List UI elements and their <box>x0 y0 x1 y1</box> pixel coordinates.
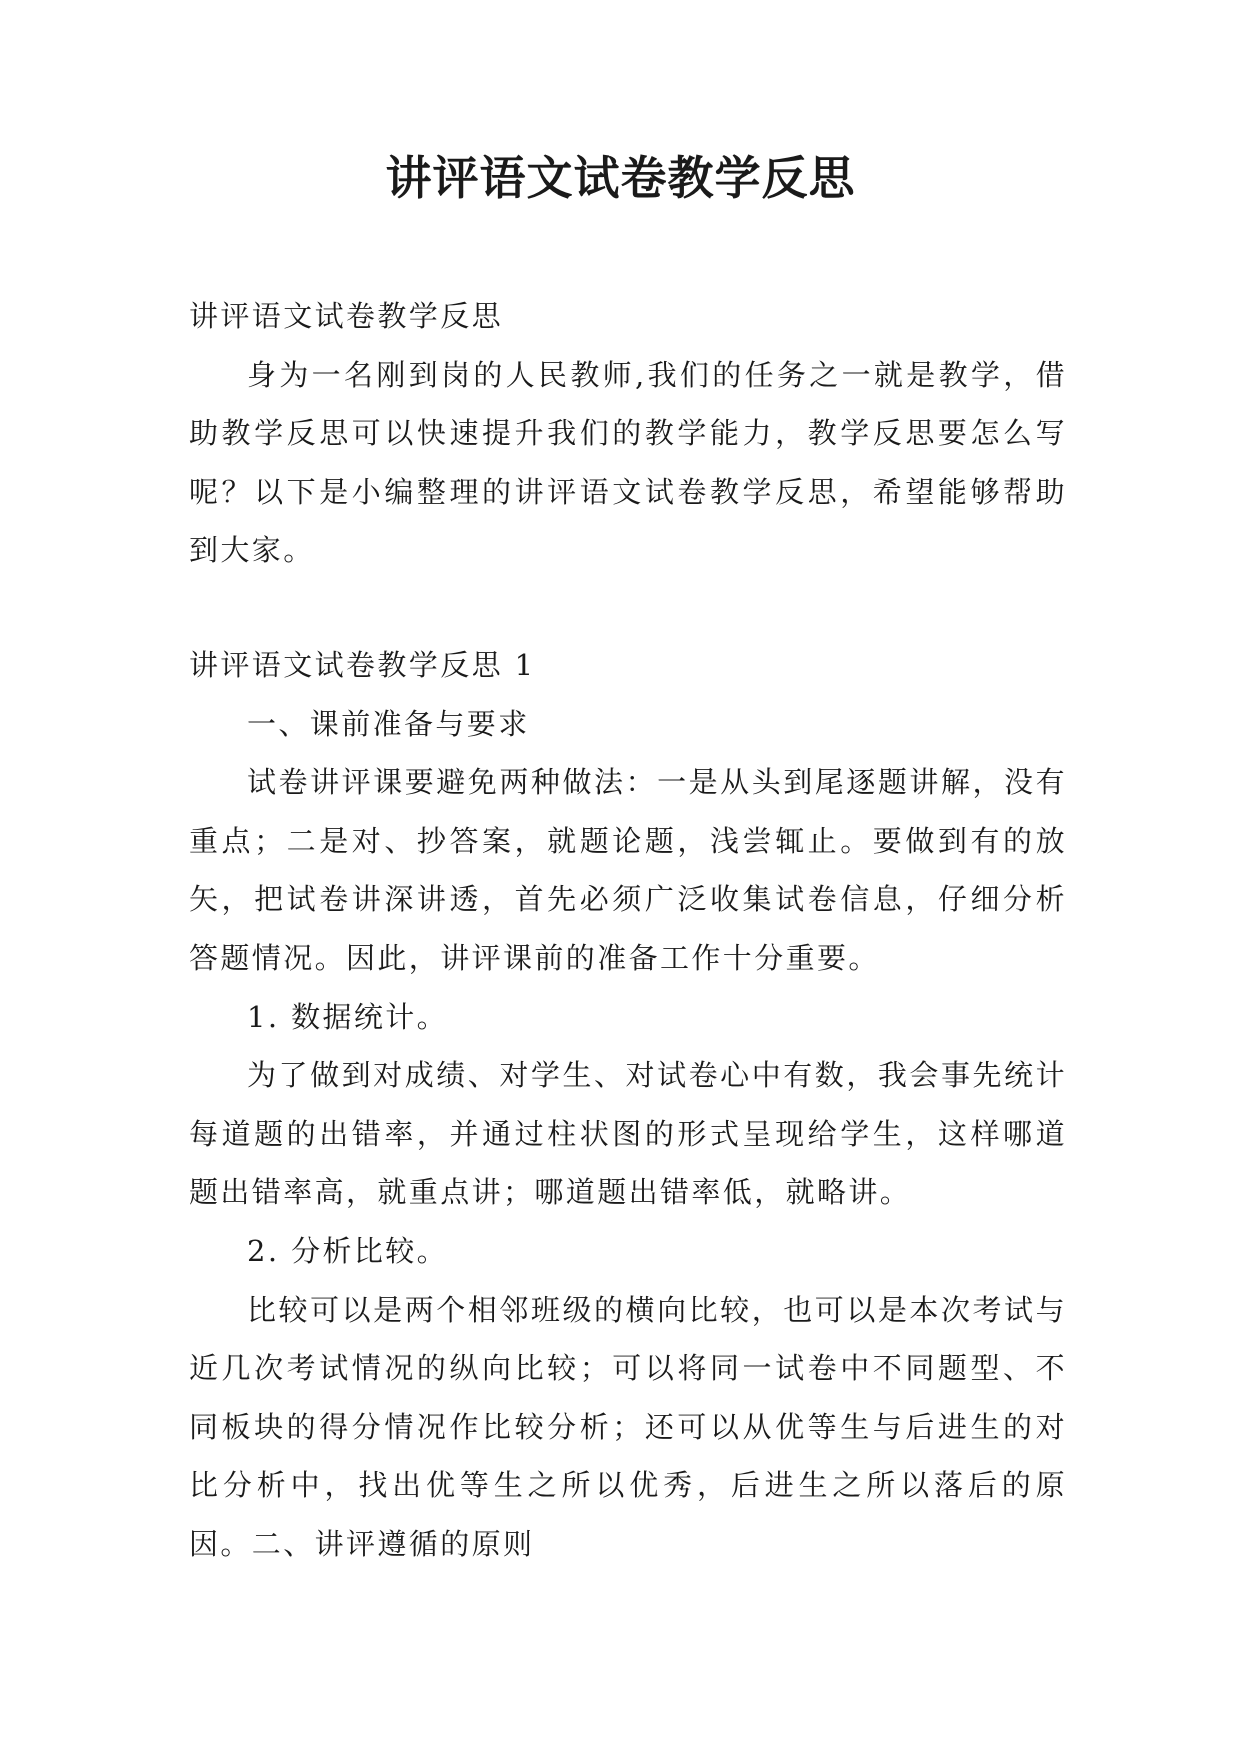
reflection-section-1 <box>189 636 1067 1574</box>
intro-section <box>189 287 1067 580</box>
paragraph-preparation: 试卷讲评课要避免两种做法：一是从头到尾逐题讲解，没有重点；二是对、抄答案，就题论题，浅尝辄止。要做到有的放矢，把试卷讲深讲透，首先必须广泛收集试卷信息，仔细分析答题情况。因此，讲评课前的准备工作十分重要。 <box>189 765 1067 975</box>
paragraph-statistics: 为了做到对成绩、对学生、对试卷心中有数，我会事先统计每道题的出错率，并通过柱状图的形式呈现给学生，这样哪道题出错率高，就重点讲；哪道题出错率低，就略讲。 <box>189 1058 1067 1210</box>
intro-paragraph: 身为一名刚到岗的人民教师,我们的任务之一就是教学，借助教学反思可以快速提升我们的教学能力，教学反思要怎么写呢？以下是小编整理的讲评语文试卷教学反思，希望能够帮助到大家。 <box>189 357 1067 568</box>
paragraph-comparison: 比较可以是两个相邻班级的横向比较，也可以是本次考试与近几次考试情况的纵向比较；可以将同一试卷中不同题型、不同板块的得分情况作比较分析；还可以从优等生与后进生的对比分析中，找出优等生之所以优秀，后进生之所以落后的原因。二、讲评遵循的原则 <box>189 1292 1067 1561</box>
document-title: 讲评语文试卷教学反思 <box>385 151 856 205</box>
document-subtitle: 讲评语文试卷教学反思 <box>189 299 504 333</box>
section-title: 讲评语文试卷教学反思 1 <box>189 648 536 682</box>
heading-preparation: 一、课前准备与要求 <box>247 706 530 741</box>
item-data-statistics: 1. 数据统计。 <box>247 999 449 1034</box>
item-analysis-comparison: 2. 分析比较。 <box>247 1233 449 1268</box>
